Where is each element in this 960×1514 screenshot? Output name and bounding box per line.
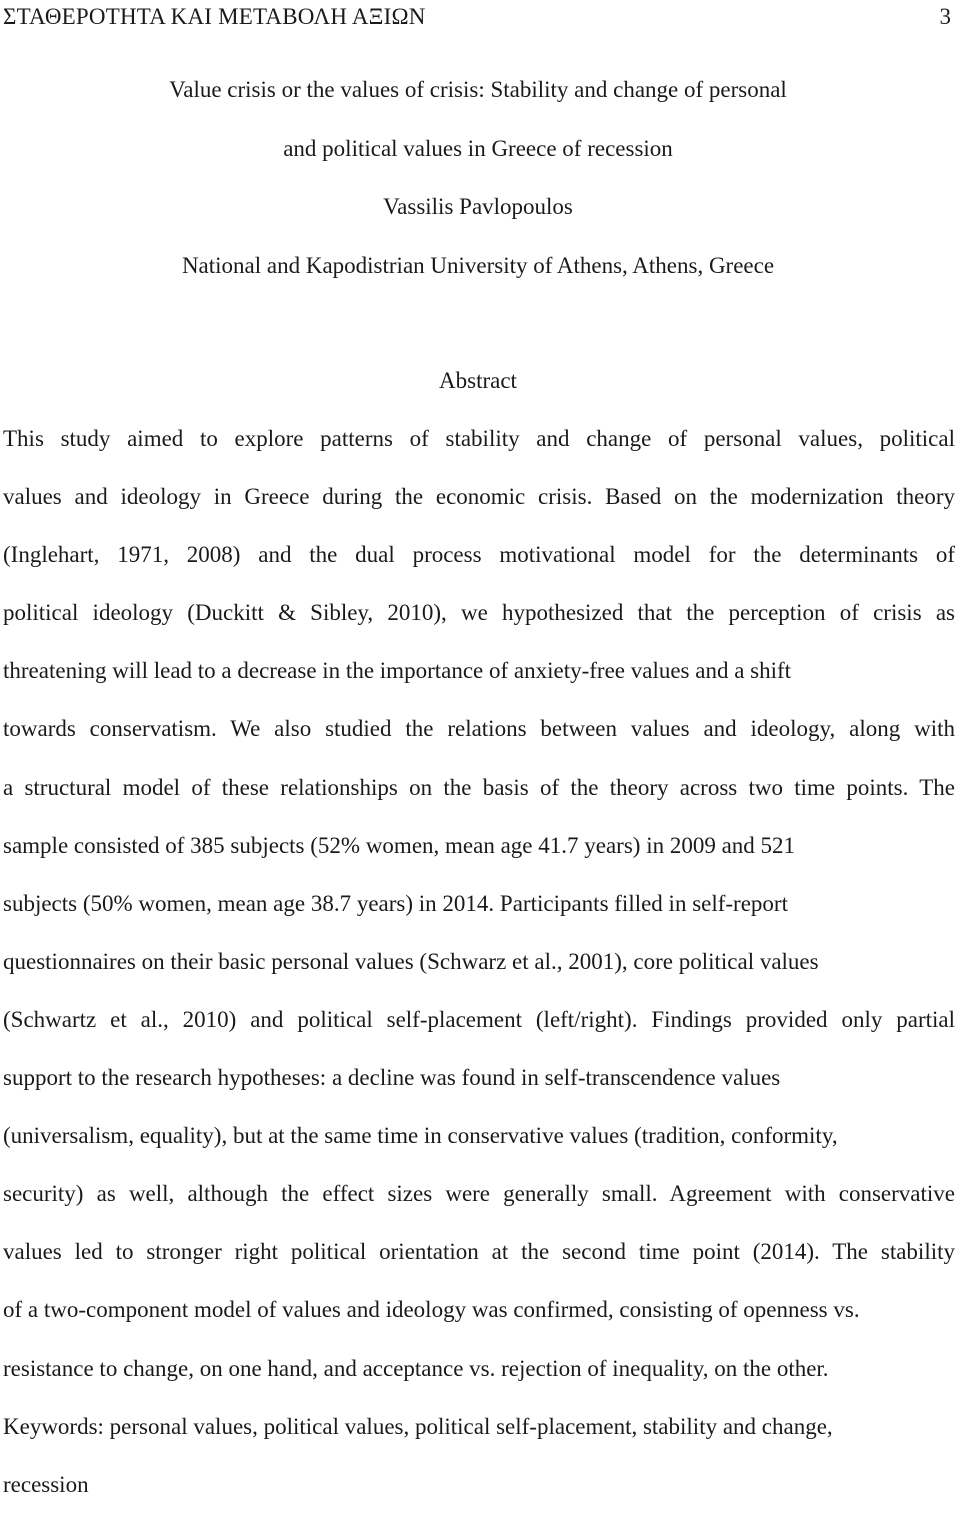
abstract-line: questionnaires on their basic personal values (Schwarz et al., 2001), core political values: [3, 948, 819, 974]
running-head: [3, 2, 951, 32]
title-block: [0, 61, 956, 295]
abstract-line: sample consisted of 385 subjects (52% women, mean age 41.7 years) in 2009 and 521: [3, 832, 796, 858]
abstract-heading: Abstract: [439, 368, 517, 393]
abstract-line: values and ideology in Greece during the economic crisis. Based on the modernization theory: [3, 484, 955, 510]
paper-title-line-2: and political values in Greece of recession: [283, 135, 673, 161]
paper-title-line-1: Value crisis or the values of crisis: Stability and change of personal: [169, 77, 787, 102]
author-name: Vassilis Pavlopoulos: [383, 194, 573, 220]
abstract-line: (Schwartz et al., 2010) and political self-placement (left/right). Findings provided only partial: [3, 1006, 955, 1032]
abstract-line: security) as well, although the effect sizes were generally small. Agreement with conservative: [3, 1181, 955, 1207]
keywords-line: Keywords: personal values, political values, political self-placement, stability and change,: [3, 1413, 833, 1439]
author-affiliation: National and Kapodistrian University of Athens, Athens, Greece: [181, 252, 775, 278]
abstract-body: [3, 410, 955, 1514]
page-number: 3: [939, 4, 951, 29]
keywords-line: recession: [3, 1471, 89, 1497]
abstract-line: towards conservatism. We also studied the relations between values and ideology, along with: [3, 716, 955, 742]
abstract-line: resistance to change, on one hand, and acceptance vs. rejection of inequality, on the other.: [3, 1355, 829, 1381]
abstract-line: (Inglehart, 1971, 2008) and the dual process motivational model for the determinants of: [3, 542, 955, 568]
abstract-line: a structural model of these relationships on the basis of the theory across two time points. The: [3, 774, 955, 800]
abstract-line: threatening will lead to a decrease in the importance of anxiety-free values and a shift: [3, 658, 792, 684]
abstract-line: This study aimed to explore patterns of stability and change of personal values, political: [3, 426, 955, 451]
abstract-line: (universalism, equality), but at the same time in conservative values (tradition, conformity,: [3, 1123, 838, 1149]
abstract-line: political ideology (Duckitt & Sibley, 2010), we hypothesized that the perception of crisis as: [3, 600, 955, 626]
abstract-line: subjects (50% women, mean age 38.7 years) in 2014. Participants filled in self-report: [3, 890, 788, 916]
running-head-title: ΣΤΑΘΕΡΟΤΗΤΑ ΚΑΙ ΜΕΤΑΒΟΛΗ ΑΞΙΩΝ: [3, 4, 426, 29]
abstract-line: support to the research hypotheses: a decline was found in self-transcendence values: [3, 1065, 781, 1091]
abstract-line: values led to stronger right political orientation at the second time point (2014). The stability: [3, 1239, 955, 1265]
abstract-line: of a two-component model of values and ideology was confirmed, consisting of openness vs.: [3, 1297, 860, 1323]
